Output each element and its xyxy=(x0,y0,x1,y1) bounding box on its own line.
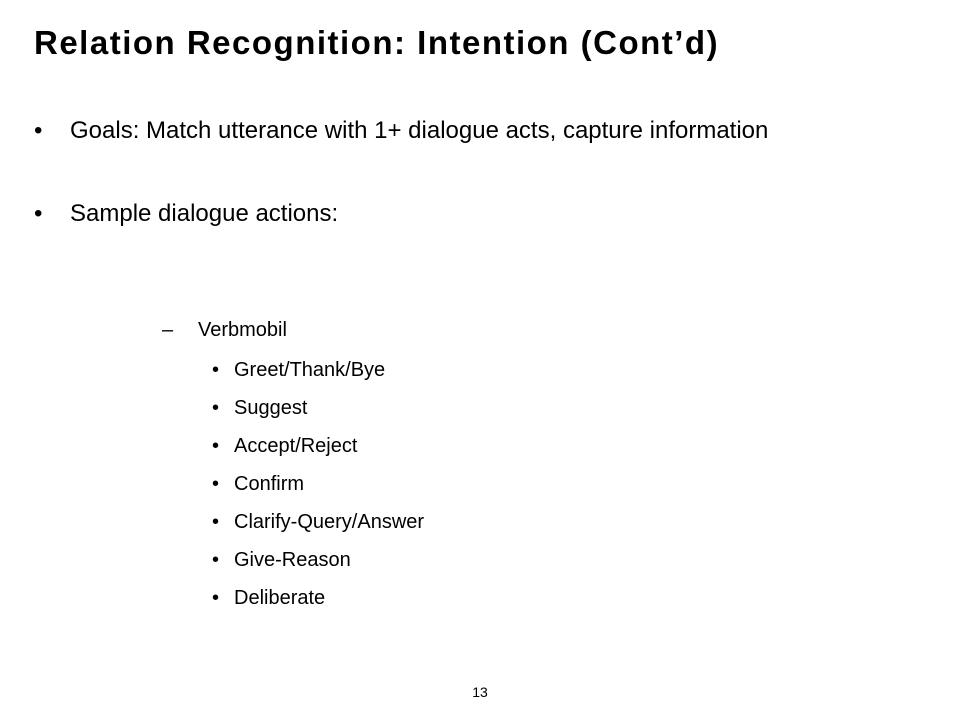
bullet-marker: • xyxy=(212,511,220,533)
sub-list-text: Give-Reason xyxy=(234,549,351,571)
bullet-marker: • xyxy=(34,200,43,227)
bullet-marker: • xyxy=(212,359,220,381)
sub-list-text: Confirm xyxy=(234,473,305,495)
bullet-item xyxy=(34,113,890,149)
bullet-marker: • xyxy=(212,549,220,571)
sub-list-item xyxy=(212,470,304,498)
sub-list-item xyxy=(212,508,424,536)
sub-list-text: Greet/Thank/Bye xyxy=(234,359,386,381)
sub-list-item xyxy=(212,432,357,460)
bullet-marker: • xyxy=(212,397,220,419)
sub-list-item xyxy=(212,356,385,384)
bullet-item xyxy=(34,196,890,232)
sub-list-text: Accept/Reject xyxy=(234,435,358,457)
sub-list-item xyxy=(212,394,307,422)
bullet-marker: • xyxy=(212,435,220,457)
bullet-text: Sample dialogue actions: xyxy=(70,200,339,227)
sub-heading-text: Verbmobil xyxy=(198,319,287,341)
sub-list-text: Suggest xyxy=(234,397,308,419)
bullet-marker: • xyxy=(212,587,220,609)
dash-marker: – xyxy=(162,319,174,341)
sub-list-item xyxy=(212,546,351,574)
sub-list-text: Clarify-Query/Answer xyxy=(234,511,425,533)
sub-heading-item xyxy=(162,316,287,344)
page-number: 13 xyxy=(472,684,488,700)
sub-list-item xyxy=(212,584,325,612)
bullet-marker: • xyxy=(34,117,43,144)
sub-list-text: Deliberate xyxy=(234,587,326,609)
bullet-marker: • xyxy=(212,473,220,495)
bullet-text: Goals: Match utterance with 1+ dialogue acts, capture information xyxy=(70,117,769,144)
slide-title: Relation Recognition: Intention (Cont’d) xyxy=(34,24,720,61)
